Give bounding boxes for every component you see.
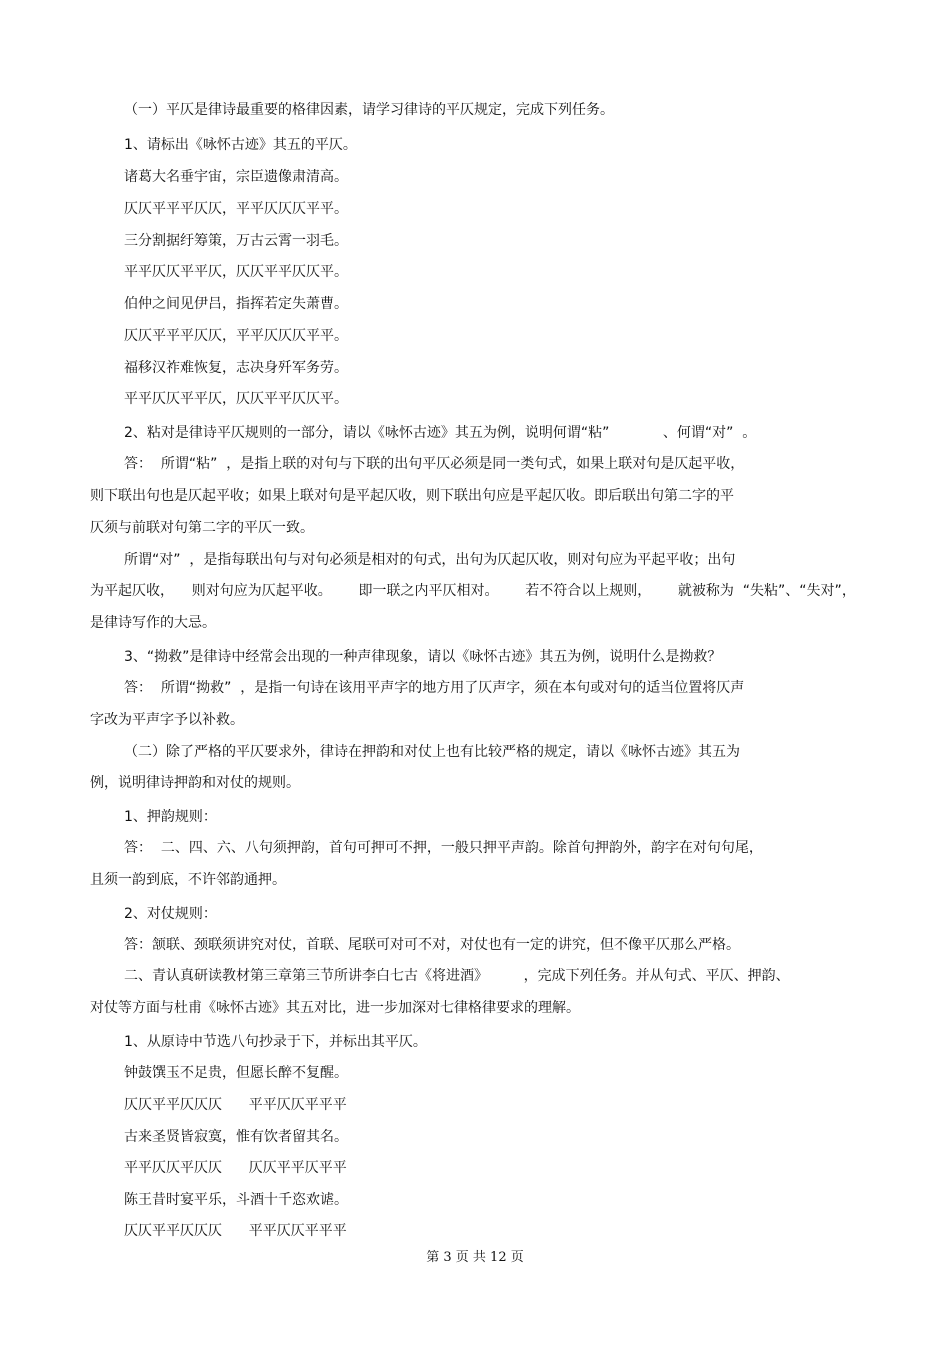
answer-1-2-line-2: 则下联出句也是仄起平收；如果上联对句是平起仄收，则下联出句应是平起仄收。即后联出句第二字的平 [90, 488, 734, 504]
page-footer: 第 3 页 共 12 页 [426, 1250, 524, 1265]
tone-line-1: 仄仄平平平仄仄，平平仄仄仄平平。 [124, 201, 348, 217]
answer-2-1-line-1: 答： 二、四、六、八句须押韵，首句可押可不押，一般只押平声韵。除首句押韵外，韵字在对句句尾， [124, 840, 763, 856]
answer-2-1-line-2: 且须一韵到底，不许邻韵通押。 [90, 872, 286, 888]
question-1-3: 3、“拗救”是律诗中经常会出现的一种声律现象，请以《咏怀古迹》其五为例，说明什么是拗救？ [124, 649, 722, 665]
answer-1-3-line-1: 答： 所谓“拗救” ，是指一句诗在该用平声字的地方用了仄声字，须在本句或对句的适当位置将仄声 [124, 680, 745, 696]
section-2-heading-line-2: 例，说明律诗押韵和对仗的规则。 [90, 775, 300, 791]
section-1-heading: （一）平仄是律诗最重要的格律因素，请学习律诗的平仄规定，完成下列任务。 [124, 102, 614, 118]
part-2-heading-line-1: 二、青认真研读教材第三章第三节所讲李白七古《将进酒》 ，完成下列任务。并从句式、平仄、押韵、 [124, 968, 790, 984]
section-2-heading-line-1: （二）除了严格的平仄要求外，律诗在押韵和对仗上也有比较严格的规定，请以《咏怀古迹》其五为 [124, 744, 740, 760]
question-1-1: 1、请标出《咏怀古迹》其五的平仄。 [124, 137, 357, 153]
answer-1-2-line-5: 为平起仄收， 则对句应为仄起平收。 即一联之内平仄相对。 若不符合以上规则， 就被称为 “失粘”、“失对”， [90, 583, 856, 599]
tone2-line-3: 仄仄平平仄仄仄 平平仄仄平平平 [124, 1223, 347, 1239]
poem2-line-3: 陈王昔时宴平乐，斗酒十千恣欢谑。 [124, 1192, 348, 1208]
answer-1-3-line-2: 字改为平声字予以补救。 [90, 712, 244, 728]
poem2-line-1: 钟鼓馔玉不足贵，但愿长醉不复醒。 [124, 1065, 348, 1081]
tone-line-2: 平平仄仄平平仄，仄仄平平仄仄平。 [124, 264, 348, 280]
question-2-1: 1、押韵规则： [124, 809, 217, 825]
answer-1-2-line-6: 是律诗写作的大忌。 [90, 615, 216, 631]
part-2-heading-line-2: 对仗等方面与杜甫《咏怀古迹》其五对比，进一步加深对七律格律要求的理解。 [90, 1000, 580, 1016]
tone-line-4: 平平仄仄平平仄，仄仄平平仄仄平。 [124, 391, 348, 407]
answer-1-2-line-1: 答： 所谓“粘” ，是指上联的对句与下联的出句平仄必须是同一类句式，如果上联对句是仄起平收， [124, 456, 745, 472]
tone2-line-2: 平平仄仄平仄仄 仄仄平平仄平平 [124, 1160, 347, 1176]
question-1-2: 2、粘对是律诗平仄规则的一部分，请以《咏怀古迹》其五为例，说明何谓“粘” 、何谓“对” 。 [124, 425, 757, 441]
poem-line-4: 福移汉祚难恢复，志决身歼军务劳。 [124, 360, 348, 376]
question-3-1: 1、从原诗中节选八句抄录于下，并标出其平仄。 [124, 1034, 427, 1050]
tone2-line-1: 仄仄平平仄仄仄 平平仄仄平平平 [124, 1097, 347, 1113]
answer-1-2-line-3: 仄须与前联对句第二字的平仄一致。 [90, 520, 314, 536]
answer-2-2: 答：颔联、颈联须讲究对仗，首联、尾联可对可不对，对仗也有一定的讲究，但不像平仄那么严格。 [124, 937, 740, 953]
question-2-2: 2、对仗规则： [124, 906, 217, 922]
tone-line-3: 仄仄平平平仄仄，平平仄仄仄平平。 [124, 328, 348, 344]
poem-line-1: 诸葛大名垂宇宙，宗臣遗像肃清高。 [124, 169, 348, 185]
answer-1-2-line-4: 所谓“对” ，是指每联出句与对句必须是相对的句式，出句为仄起仄收，则对句应为平起平收；出句 [124, 552, 736, 568]
poem-line-3: 伯仲之间见伊吕，指挥若定失萧曹。 [124, 296, 348, 312]
poem2-line-2: 古来圣贤皆寂寞，惟有饮者留其名。 [124, 1129, 348, 1145]
poem-line-2: 三分割据纡筹策，万古云霄一羽毛。 [124, 233, 348, 249]
